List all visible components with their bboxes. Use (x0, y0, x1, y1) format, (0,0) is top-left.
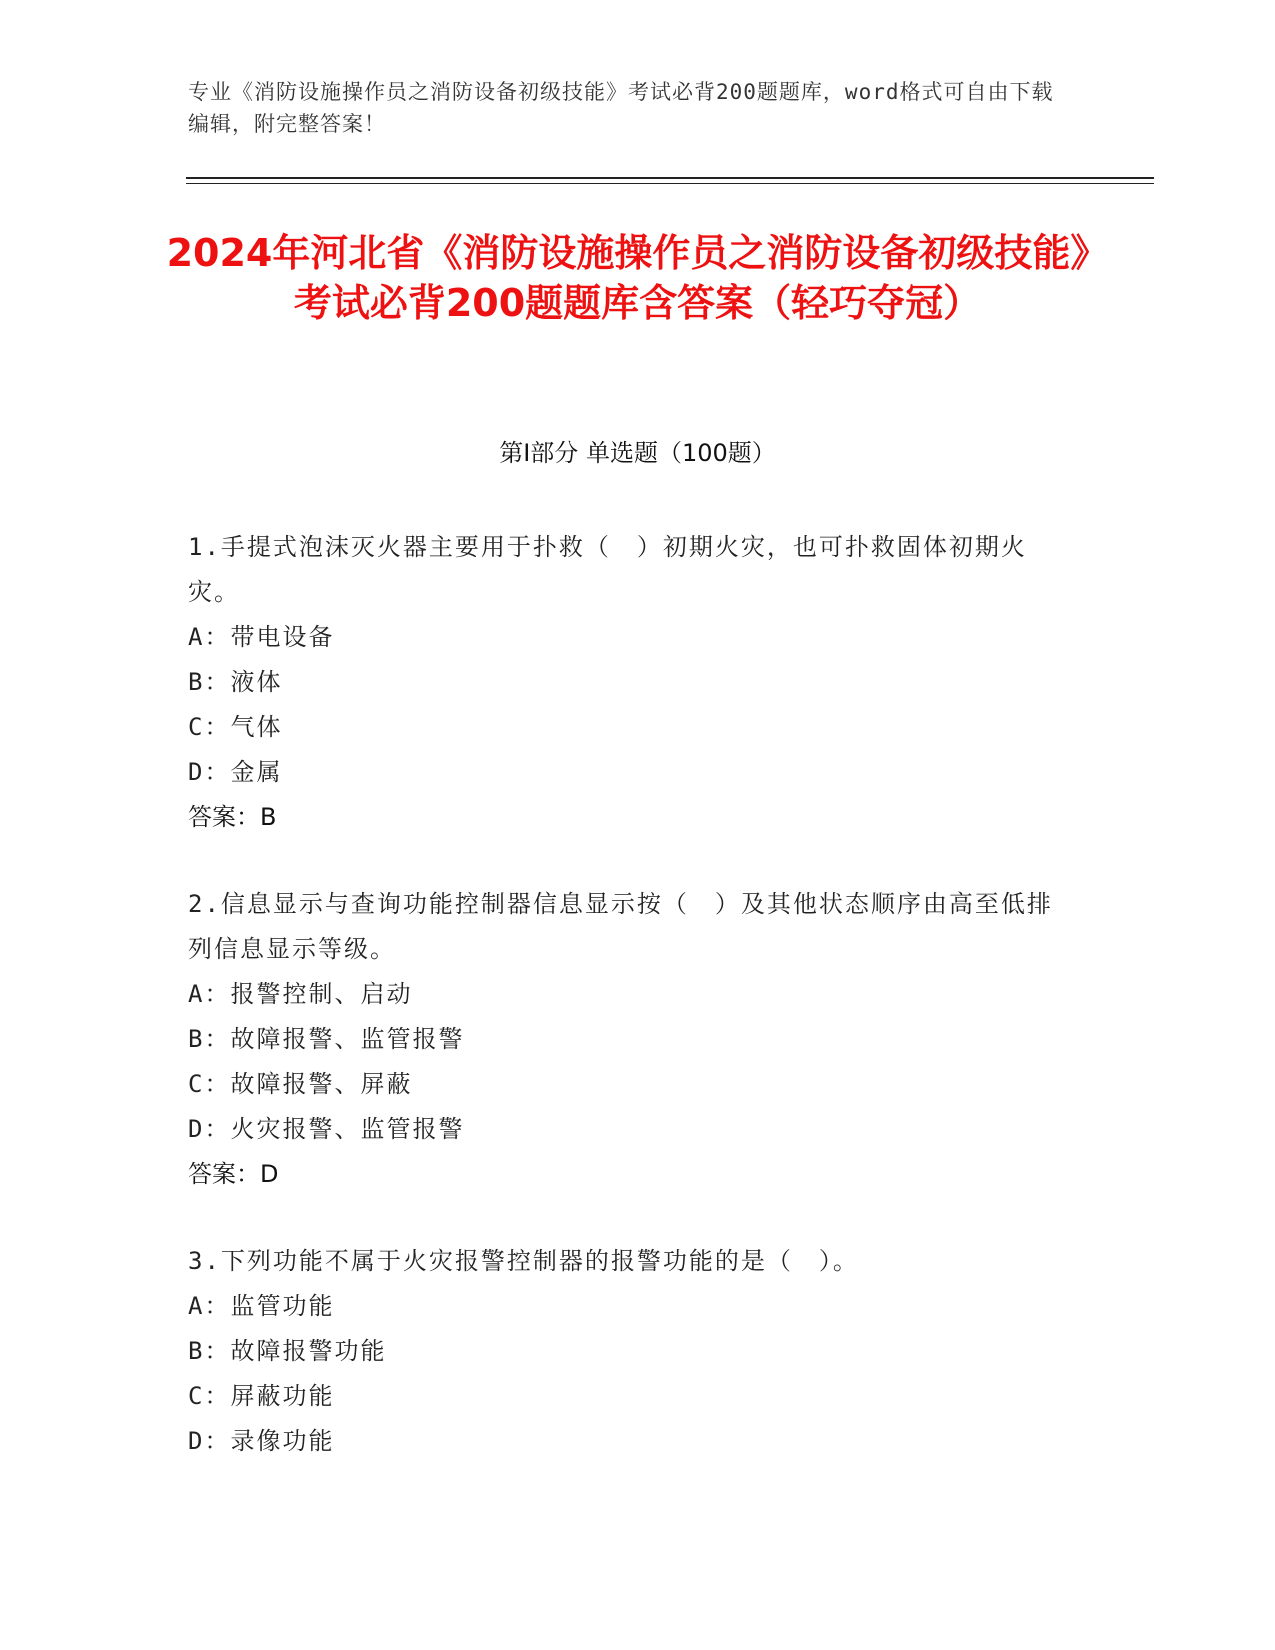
question-1 (188, 525, 1058, 840)
header-note: 专业《消防设施操作员之消防设备初级技能》考试必背200题题库，word格式可自由下载编辑，附完整答案！ (188, 80, 1054, 136)
header-divider-thick (186, 177, 1154, 179)
option-c: C：故障报警、屏蔽 (188, 1070, 413, 1098)
answer-line: 答案：D (188, 1160, 279, 1188)
document-title: 2024年河北省《消防设施操作员之消防设备初级技能》考试必背200题题库含答案（轻巧夺冠） (166, 231, 1109, 325)
option-a: A：报警控制、启动 (188, 980, 413, 1008)
option-a: A：监管功能 (188, 1292, 335, 1320)
question-stem: 3.下列功能不属于火灾报警控制器的报警功能的是（ ）。 (188, 1247, 859, 1275)
option-a: A：带电设备 (188, 623, 335, 651)
option-d: D：火灾报警、监管报警 (188, 1115, 465, 1143)
option-b: B：故障报警功能 (188, 1337, 387, 1365)
question-list (188, 525, 1058, 1506)
option-b: B：故障报警、监管报警 (188, 1025, 465, 1053)
option-d: D：金属 (188, 758, 283, 786)
option-c: C：气体 (188, 713, 283, 741)
option-d: D：录像功能 (188, 1427, 335, 1455)
header-divider-thin (186, 183, 1154, 184)
question-stem: 2.信息显示与查询功能控制器信息显示按（ ）及其他状态顺序由高至低排列信息显示等级。 (188, 890, 1053, 963)
question-3 (188, 1239, 1058, 1464)
question-2 (188, 882, 1058, 1197)
option-c: C：屏蔽功能 (188, 1382, 335, 1410)
answer-line: 答案：B (188, 803, 277, 831)
option-b: B：液体 (188, 668, 283, 696)
question-stem: 1.手提式泡沫灭火器主要用于扑救（ ）初期火灾，也可扑救固体初期火灾。 (188, 533, 1027, 606)
section-heading: 第Ⅰ部分 单选题（100题） (499, 439, 776, 467)
